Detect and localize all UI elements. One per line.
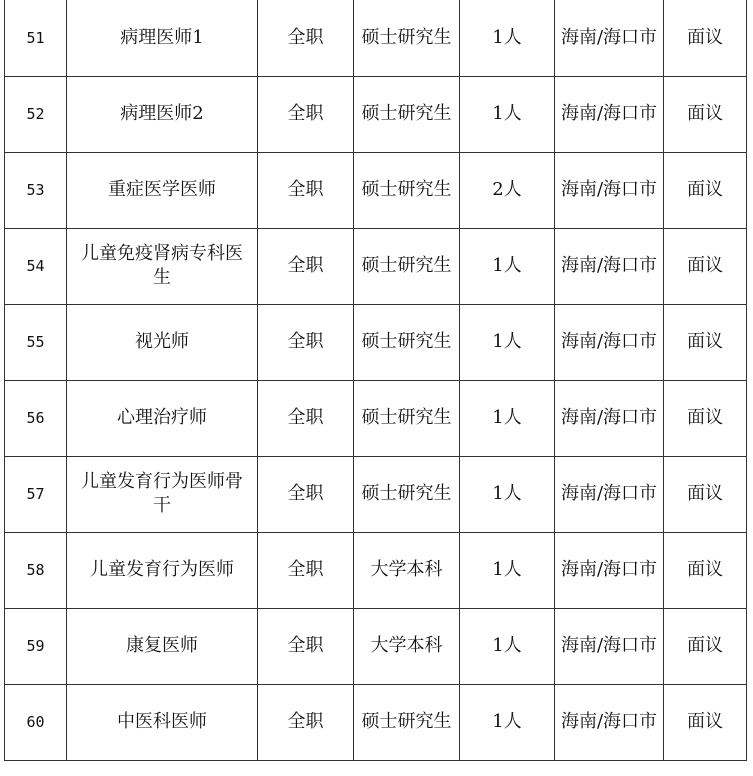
- headcount-cell: 1人: [460, 684, 555, 760]
- education-cell: 硕士研究生: [354, 152, 460, 228]
- table-row: [5, 228, 747, 304]
- table-row: [5, 456, 747, 532]
- location-cell: 海南/海口市: [555, 304, 664, 380]
- salary-cell: 面议: [664, 684, 747, 760]
- salary-cell: 面议: [664, 608, 747, 684]
- location-cell: 海南/海口市: [555, 456, 664, 532]
- salary-cell: 面议: [664, 532, 747, 608]
- salary-cell: 面议: [664, 380, 747, 456]
- row-number: 53: [5, 152, 67, 228]
- location-cell: 海南/海口市: [555, 532, 664, 608]
- position-cell: 重症医学医师: [67, 152, 258, 228]
- row-number: 52: [5, 76, 67, 152]
- employment-type-cell: 全职: [258, 304, 354, 380]
- position-cell: 儿童发育行为医师骨干: [67, 456, 258, 532]
- headcount-cell: 1人: [460, 608, 555, 684]
- employment-type-cell: 全职: [258, 684, 354, 760]
- employment-type-cell: 全职: [258, 228, 354, 304]
- headcount-cell: 1人: [460, 532, 555, 608]
- salary-cell: 面议: [664, 304, 747, 380]
- table-row: [5, 684, 747, 760]
- position-cell: 病理医师2: [67, 76, 258, 152]
- location-cell: 海南/海口市: [555, 380, 664, 456]
- row-number: 51: [5, 0, 67, 76]
- row-number: 55: [5, 304, 67, 380]
- position-cell: 中医科医师: [67, 684, 258, 760]
- education-cell: 硕士研究生: [354, 228, 460, 304]
- headcount-cell: 1人: [460, 0, 555, 76]
- salary-cell: 面议: [664, 228, 747, 304]
- location-cell: 海南/海口市: [555, 608, 664, 684]
- table-row: [5, 532, 747, 608]
- location-cell: 海南/海口市: [555, 0, 664, 76]
- location-cell: 海南/海口市: [555, 228, 664, 304]
- education-cell: 大学本科: [354, 608, 460, 684]
- headcount-cell: 1人: [460, 304, 555, 380]
- education-cell: 硕士研究生: [354, 456, 460, 532]
- employment-type-cell: 全职: [258, 152, 354, 228]
- table-row: [5, 152, 747, 228]
- employment-type-cell: 全职: [258, 76, 354, 152]
- row-number: 60: [5, 684, 67, 760]
- position-cell: 心理治疗师: [67, 380, 258, 456]
- salary-cell: 面议: [664, 152, 747, 228]
- table-row: [5, 0, 747, 76]
- salary-cell: 面议: [664, 76, 747, 152]
- headcount-cell: 1人: [460, 456, 555, 532]
- position-cell: 病理医师1: [67, 0, 258, 76]
- location-cell: 海南/海口市: [555, 76, 664, 152]
- table-row: [5, 76, 747, 152]
- position-cell: 儿童免疫肾病专科医生: [67, 228, 258, 304]
- education-cell: 硕士研究生: [354, 684, 460, 760]
- row-number: 57: [5, 456, 67, 532]
- table-row: [5, 608, 747, 684]
- position-cell: 康复医师: [67, 608, 258, 684]
- headcount-cell: 1人: [460, 380, 555, 456]
- headcount-cell: 2人: [460, 152, 555, 228]
- position-cell: 视光师: [67, 304, 258, 380]
- education-cell: 硕士研究生: [354, 76, 460, 152]
- education-cell: 硕士研究生: [354, 0, 460, 76]
- employment-type-cell: 全职: [258, 456, 354, 532]
- headcount-cell: 1人: [460, 76, 555, 152]
- salary-cell: 面议: [664, 456, 747, 532]
- location-cell: 海南/海口市: [555, 152, 664, 228]
- salary-cell: 面议: [664, 0, 747, 76]
- table-row: [5, 380, 747, 456]
- row-number: 56: [5, 380, 67, 456]
- headcount-cell: 1人: [460, 228, 555, 304]
- row-number: 59: [5, 608, 67, 684]
- employment-type-cell: 全职: [258, 0, 354, 76]
- row-number: 58: [5, 532, 67, 608]
- position-cell: 儿童发育行为医师: [67, 532, 258, 608]
- location-cell: 海南/海口市: [555, 684, 664, 760]
- employment-type-cell: 全职: [258, 380, 354, 456]
- education-cell: 硕士研究生: [354, 304, 460, 380]
- employment-type-cell: 全职: [258, 608, 354, 684]
- row-number: 54: [5, 228, 67, 304]
- education-cell: 硕士研究生: [354, 380, 460, 456]
- employment-type-cell: 全职: [258, 532, 354, 608]
- education-cell: 大学本科: [354, 532, 460, 608]
- job-listing-table: [4, 0, 747, 761]
- table-row: [5, 304, 747, 380]
